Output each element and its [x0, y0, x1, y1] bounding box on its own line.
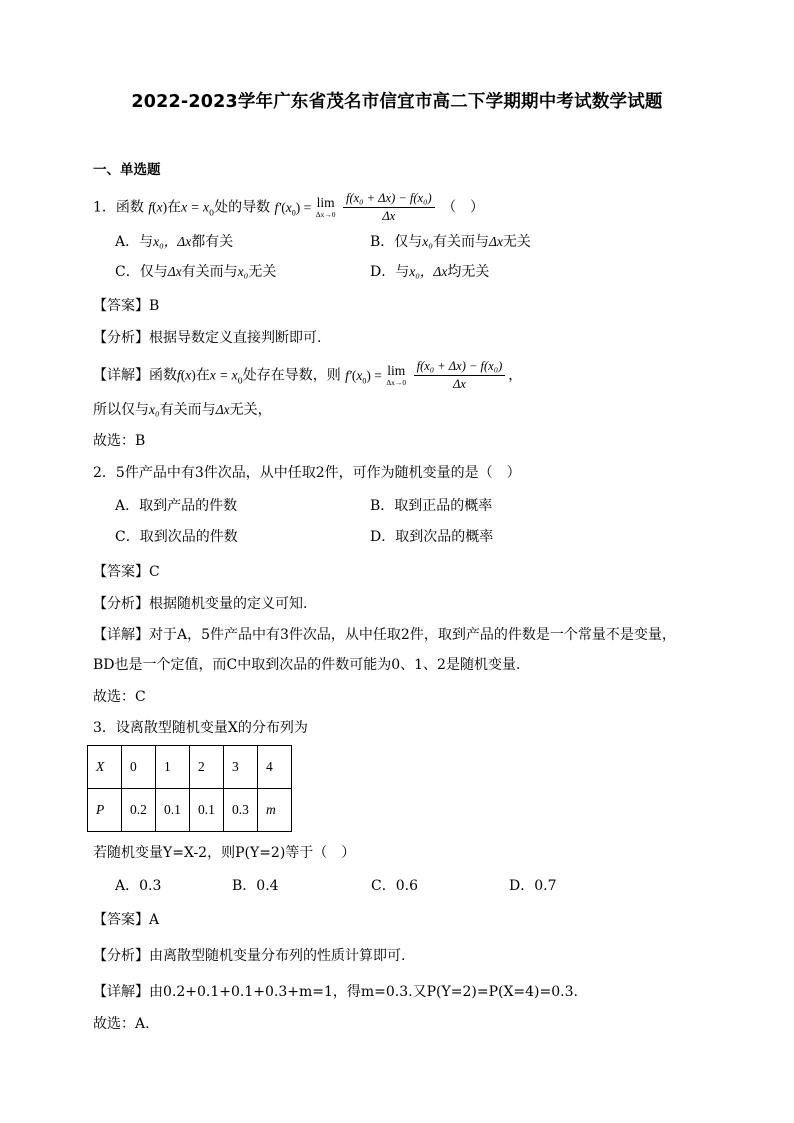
q2-stem: 2．5件产品中有3件次品，从中任取2件，可作为随机变量的是（ ） — [93, 465, 521, 481]
q3-option-d: D．0.7 — [509, 878, 557, 894]
table-cell: 1 — [156, 746, 190, 789]
q1-option-c: C．仅与Δx有关而与x₀无关 — [115, 264, 277, 280]
q1-choose: 故选：B — [93, 433, 146, 449]
q2-option-b: B．取到正品的概率 — [370, 498, 493, 514]
q2-answer: 【答案】C — [93, 564, 160, 580]
distribution-table — [87, 745, 292, 832]
q2-option-d: D．取到次品的概率 — [370, 529, 494, 545]
q3-stem: 3．设离散型随机变量X的分布列为 — [93, 720, 308, 736]
table-cell: 0.3 — [224, 789, 258, 832]
q3-stem2: 若随机变量Y=X-2，则P(Y=2)等于（ ） — [93, 845, 356, 861]
q1-detail: 【详解】函数f(x)在$x = x_0$处存在导数，则 $f'(x_0) = \lim$ Δx→0 $\frac{\text{f(x₀ + Δx) − f(x₀)}}{\Delta x}$ ， — [93, 359, 523, 391]
table-cell: P — [88, 789, 122, 832]
q2-detail-line2: BD也是一个定值，而C中取到次品的件数可能为0、1、2是随机变量. — [93, 657, 521, 673]
table-row — [88, 746, 292, 789]
q1-option-d: D．与x₀，Δx均无关 — [370, 264, 490, 280]
q2-option-a: A．取到产品的件数 — [115, 498, 238, 514]
q1-stem: 1．函数 f(x)在$x = x_0$处的导数 $f'(x_0) = \lim$ Δx→0 $\frac{\text{f(x₀ + Δx) − f(x₀)}}{\Delta x}$ （ ） — [93, 191, 485, 223]
table-cell: 0.1 — [190, 789, 224, 832]
table-cell: X — [88, 746, 122, 789]
q3-analysis: 【分析】由离散型随机变量分布列的性质计算即可. — [93, 948, 406, 964]
document-title: 2022-2023学年广东省茂名市信宜市高二下学期期中考试数学试题 — [131, 92, 663, 112]
q3-option-b: B．0.4 — [232, 878, 279, 894]
q1-number: 1． — [93, 199, 116, 216]
table-cell: 0 — [122, 746, 156, 789]
q1-detail-line2: 所以仅与x₀有关而与Δx无关， — [93, 402, 272, 418]
table-cell: 0.1 — [156, 789, 190, 832]
table-row — [88, 789, 292, 832]
q3-answer: 【答案】A — [93, 912, 160, 928]
table-cell: 4 — [258, 746, 292, 789]
q2-choose: 故选：C — [93, 689, 146, 705]
q3-option-c: C．0.6 — [371, 878, 418, 894]
q1-answer: 【答案】B — [93, 298, 160, 314]
q2-detail: 【详解】对于A，5件产品中有3件次品，从中任取2件，取到产品的件数是一个常量不是变量， — [93, 627, 676, 643]
q3-option-a: A．0.3 — [115, 878, 162, 894]
q1-option-a: A．与x₀，Δx都有关 — [115, 234, 234, 250]
q3-choose: 故选：A. — [93, 1016, 150, 1032]
q1-option-b: B．仅与x₀有关而与Δx无关 — [370, 234, 531, 250]
limit-operator-detail: lim Δx→0 — [386, 363, 407, 387]
limit-operator: lim Δx→0 — [315, 195, 336, 219]
q3-detail: 【详解】由0.2+0.1+0.1+0.3+m=1，得m=0.3.又P(Y=2)=P(X=4)=0.3. — [93, 984, 578, 1000]
q2-option-c: C．取到次品的件数 — [115, 529, 238, 545]
derivative-fraction: $\frac{\text{f(x₀ + Δx) − f(x₀)}}{\Delta x}$ — [343, 190, 435, 225]
table-cell: 2 — [190, 746, 224, 789]
q1-analysis: 【分析】根据导数定义直接判断即可. — [93, 330, 322, 346]
derivative-fraction-detail: $\frac{\text{f(x₀ + Δx) − f(x₀)}}{\Delta x}$ — [414, 358, 506, 393]
table-cell: 0.2 — [122, 789, 156, 832]
table-cell: 3 — [224, 746, 258, 789]
table-cell: m — [258, 789, 292, 832]
q2-analysis: 【分析】根据随机变量的定义可知. — [93, 596, 308, 612]
section-heading: 一、单选题 — [93, 162, 161, 178]
